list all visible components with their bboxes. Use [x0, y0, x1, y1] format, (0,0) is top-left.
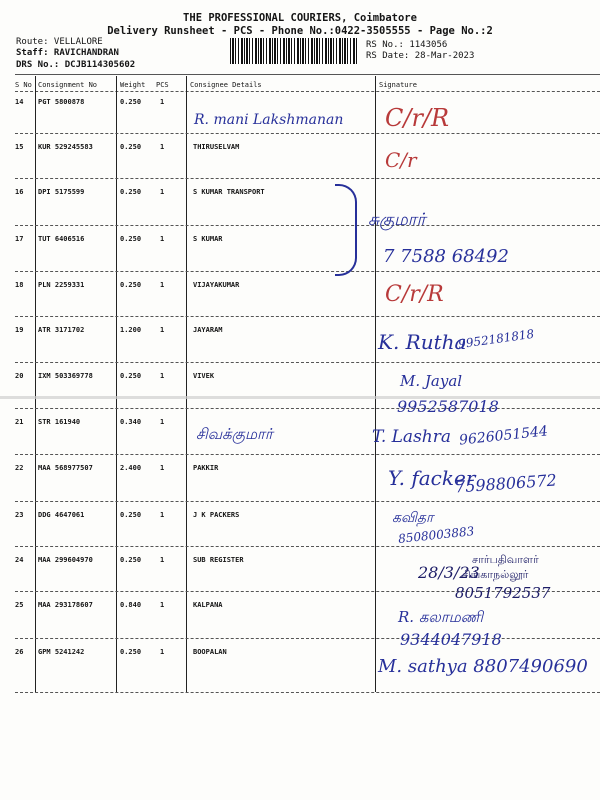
- row-consignee: VIJAYAKUMAR: [193, 281, 240, 289]
- row-separator: [15, 692, 600, 693]
- row-sno: 17: [15, 235, 24, 243]
- col-weight-header: Weight: [120, 81, 146, 89]
- row-sno: 25: [15, 601, 24, 609]
- row-consignee: JAYARAM: [193, 326, 223, 334]
- row-consignee: S KUMAR: [193, 235, 223, 243]
- row-sno: 18: [15, 281, 24, 289]
- route-text: Route: VELLALORE: [16, 37, 103, 47]
- row-consignment-no: PGT 5800878: [38, 98, 85, 106]
- row-consignment-no: DPI 5175599: [38, 188, 85, 196]
- row-pcs: 1: [160, 235, 165, 243]
- row-sno: 21: [15, 418, 24, 426]
- handwritten-signature: C/r: [385, 148, 417, 172]
- row-consignment-no: PLN 2259331: [38, 281, 85, 289]
- row-consignment-no: IXM 503369778: [38, 372, 93, 380]
- row-weight: 0.250: [120, 235, 142, 243]
- row-weight: 0.250: [120, 648, 142, 656]
- row-consignment-no: TUT 6406516: [38, 235, 85, 243]
- row-weight: 0.250: [120, 98, 142, 106]
- handwritten-phone: 8508003883: [397, 524, 475, 546]
- row-weight: 2.400: [120, 464, 142, 472]
- row-pcs: 1: [160, 418, 165, 426]
- row-separator: [15, 225, 600, 226]
- row-pcs: 1: [160, 326, 165, 334]
- handwritten-signature: R. கலாமணி: [398, 608, 484, 626]
- table-top-line: [15, 74, 600, 75]
- row-separator: [15, 362, 600, 363]
- col-sno-header: S No: [15, 81, 32, 89]
- row-separator: [15, 316, 600, 317]
- row-separator: [15, 178, 600, 179]
- col-divider: [186, 76, 187, 692]
- row-consignee: BOOPALAN: [193, 648, 227, 656]
- row-sno: 23: [15, 511, 24, 519]
- office-stamp: சிங்காநல்லூர்: [462, 568, 529, 581]
- row-pcs: 1: [160, 464, 165, 472]
- row-consignee: SUB REGISTER: [193, 556, 244, 564]
- row-separator: [15, 638, 600, 639]
- col-divider: [375, 76, 376, 692]
- row-consignee: VIVEK: [193, 372, 215, 380]
- row-separator: [15, 408, 600, 409]
- company-title: THE PROFESSIONAL COURIERS, Coimbatore: [183, 12, 417, 24]
- row-weight: 0.250: [120, 372, 142, 380]
- row-weight: 0.250: [120, 511, 142, 519]
- handwritten-signature: K. Rutha: [378, 330, 467, 354]
- row-consignment-no: KUR 529245583: [38, 143, 93, 151]
- row-pcs: 1: [160, 98, 165, 106]
- row-pcs: 1: [160, 511, 165, 519]
- col-signature-header: Signature: [379, 81, 417, 89]
- handwritten-signature: C/r/R: [385, 282, 444, 307]
- row-weight: 0.250: [120, 556, 142, 564]
- row-sno: 19: [15, 326, 24, 334]
- row-consignee: KALPANA: [193, 601, 223, 609]
- drs-text: DRS No.: DCJB114305602: [16, 60, 136, 70]
- row-consignee: THIRUSELVAM: [193, 143, 240, 151]
- row-weight: 0.250: [120, 281, 142, 289]
- row-separator: [15, 271, 600, 272]
- col-pcs-header: PCS: [156, 81, 169, 89]
- row-weight: 0.250: [120, 188, 142, 196]
- row-weight: 1.200: [120, 326, 142, 334]
- paper-fold: [0, 396, 600, 399]
- handwritten-consignee: சிவக்குமார்: [196, 425, 273, 443]
- handwritten-signature: M. sathya 8807490690: [378, 656, 588, 677]
- row-consignee: PAKKIR: [193, 464, 219, 472]
- row-sno: 24: [15, 556, 24, 564]
- handwritten-phone: 7598806572: [454, 470, 558, 497]
- row-consignment-no: STR 161940: [38, 418, 81, 426]
- row-pcs: 1: [160, 188, 165, 196]
- handwritten-signature: சுகுமார்: [368, 210, 426, 230]
- handwritten-signature: C/r/R: [385, 104, 450, 132]
- col-divider: [116, 76, 117, 692]
- row-weight: 0.250: [120, 143, 142, 151]
- handwritten-phone: 9344047918: [400, 630, 502, 649]
- handwritten-phone: 9952587018: [397, 397, 499, 416]
- row-consignment-no: MAA 293178607: [38, 601, 93, 609]
- handwritten-phone: 9952181818: [457, 326, 535, 352]
- row-consignment-no: MAA 568977507: [38, 464, 93, 472]
- handwritten-signature: T. Lashra: [372, 427, 452, 447]
- row-sno: 22: [15, 464, 24, 472]
- rs-date: RS Date: 28-Mar-2023: [366, 51, 475, 61]
- row-sno: 16: [15, 188, 24, 196]
- row-consignment-no: MAA 299604970: [38, 556, 93, 564]
- barcode: [230, 38, 358, 64]
- header-rule: [15, 91, 600, 92]
- row-pcs: 1: [160, 556, 165, 564]
- row-consignee: J K PACKERS: [193, 511, 240, 519]
- handwritten-signature: கவிதா: [392, 510, 434, 526]
- row-sno: 26: [15, 648, 24, 656]
- col-consignment-header: Consignment No: [38, 81, 98, 89]
- row-weight: 0.840: [120, 601, 142, 609]
- col-divider: [35, 76, 36, 692]
- handwritten-phone: 8051792537: [455, 584, 551, 602]
- row-pcs: 1: [160, 143, 165, 151]
- handwritten-signature: Y. facker: [388, 466, 476, 490]
- staff-text: Staff: RAVICHANDRAN: [16, 48, 119, 58]
- row-separator: [15, 133, 600, 134]
- runsheet-title: Delivery Runsheet - PCS - Phone No.:0422-3505555 - Page No.:2: [107, 25, 493, 37]
- row-separator: [15, 546, 600, 547]
- row-sno: 15: [15, 143, 24, 151]
- row-consignment-no: ATR 3171702: [38, 326, 85, 334]
- handwritten-consignee: R. mani Lakshmanan: [194, 112, 344, 128]
- handwritten-phone: 9626051544: [458, 423, 549, 449]
- runsheet-page: [14, 35, 596, 795]
- ink-bracket: [335, 184, 357, 276]
- row-consignment-no: GPM 5241242: [38, 648, 85, 656]
- row-pcs: 1: [160, 372, 165, 380]
- handwritten-signature: 28/3/23: [418, 563, 480, 582]
- handwritten-phone: 7 7588 68492: [383, 246, 509, 267]
- row-sno: 20: [15, 372, 24, 380]
- handwritten-signature: M. Jayal: [400, 372, 463, 390]
- rs-number: RS No.: 1143056: [366, 40, 448, 50]
- col-consignee-header: Consignee Details: [190, 81, 262, 89]
- row-consignee: S KUMAR TRANSPORT: [193, 188, 265, 196]
- row-sno: 14: [15, 98, 24, 106]
- office-stamp: சார்பதிவாளர்: [472, 553, 539, 566]
- row-pcs: 1: [160, 648, 165, 656]
- row-consignment-no: DDG 4647061: [38, 511, 85, 519]
- row-separator: [15, 454, 600, 455]
- row-pcs: 1: [160, 601, 165, 609]
- row-separator: [15, 501, 600, 502]
- row-pcs: 1: [160, 281, 165, 289]
- row-weight: 0.340: [120, 418, 142, 426]
